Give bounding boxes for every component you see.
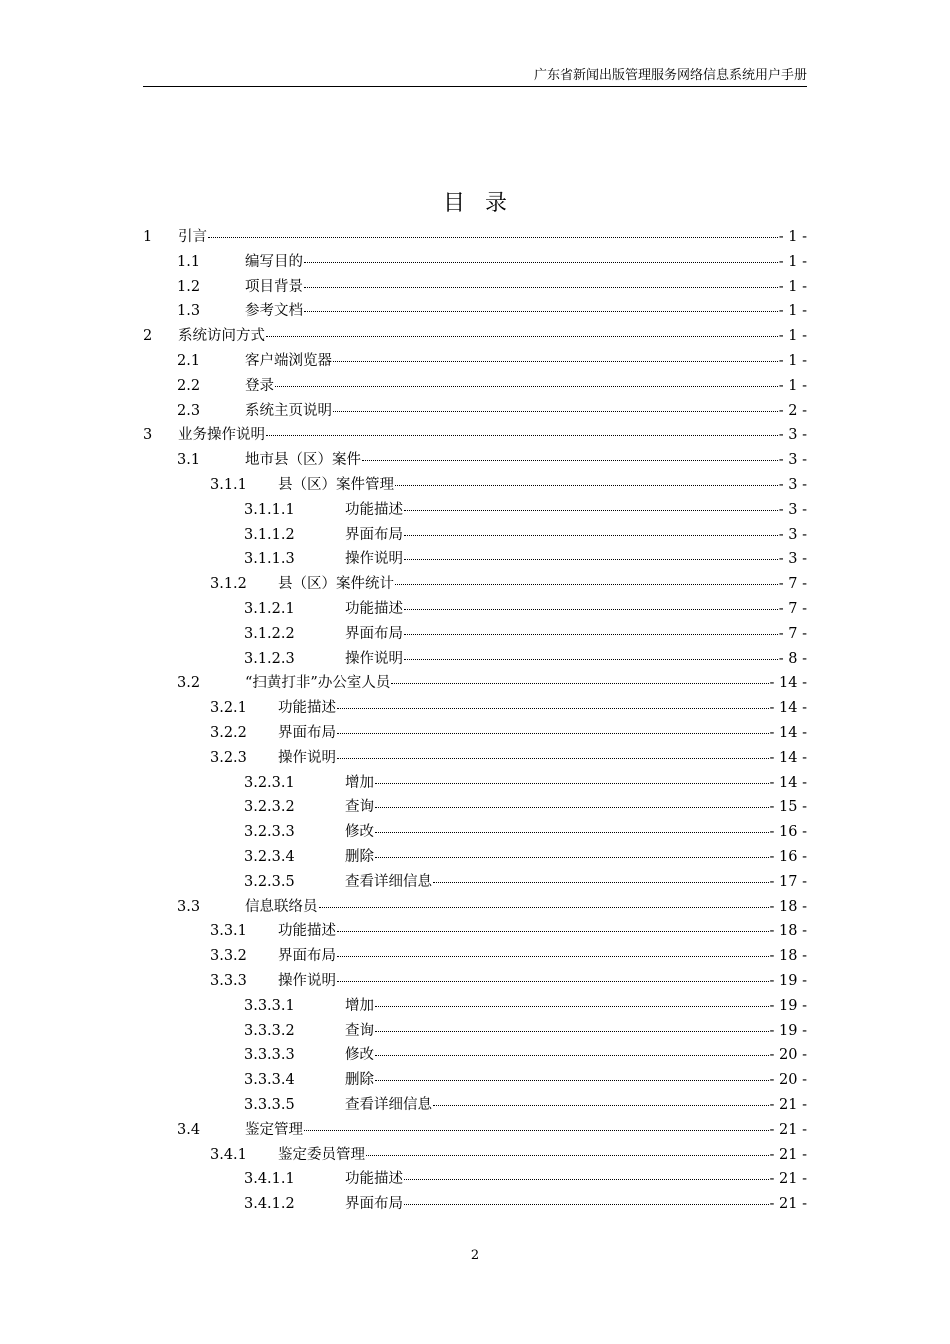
toc-entry-title: 增加 bbox=[345, 997, 374, 1014]
toc-entry-number: 3.2.3.2 bbox=[244, 799, 295, 816]
toc-entry-page: - 1 - bbox=[778, 328, 807, 345]
toc-dot-leader bbox=[333, 411, 778, 412]
toc-entry-title: 操作说明 bbox=[345, 551, 403, 568]
toc-entry[interactable] bbox=[244, 1093, 807, 1118]
toc-entry[interactable] bbox=[244, 1043, 807, 1068]
running-header: 广东省新闻出版管理服务网络信息系统用户手册 bbox=[143, 66, 807, 87]
toc-dot-leader bbox=[366, 1155, 769, 1156]
toc-entry-number: 3.3 bbox=[177, 898, 201, 915]
toc-entry-page: - 21 - bbox=[769, 1121, 807, 1138]
toc-dot-leader bbox=[375, 1055, 769, 1056]
toc-entry-number: 3.3.1 bbox=[210, 923, 247, 940]
toc-dot-leader bbox=[304, 311, 778, 312]
toc-entry[interactable] bbox=[210, 473, 807, 498]
toc-entry[interactable] bbox=[177, 399, 807, 424]
toc-entry-page: - 19 - bbox=[769, 973, 807, 989]
toc-dot-leader bbox=[375, 783, 769, 784]
toc-entry-page: - 1 - bbox=[778, 278, 807, 295]
toc-entry[interactable] bbox=[244, 795, 807, 820]
toc-entry-number: 1.2 bbox=[177, 278, 201, 295]
toc-dot-leader bbox=[395, 584, 778, 585]
toc-entry-number: 3.1.1.1 bbox=[244, 501, 295, 518]
toc-entry-number: 2.2 bbox=[177, 377, 201, 394]
toc-entry-page: - 14 - bbox=[769, 749, 807, 766]
toc-dot-leader bbox=[362, 460, 778, 461]
toc-entry[interactable] bbox=[210, 746, 807, 771]
toc-entry-title: 功能描述 bbox=[345, 601, 403, 617]
toc-entry-number: 3.1.2.2 bbox=[244, 625, 295, 642]
toc-entry-number: 3.2.3.4 bbox=[244, 849, 295, 865]
toc-entry-page: - 7 - bbox=[778, 625, 807, 642]
toc-entry[interactable] bbox=[244, 647, 807, 672]
toc-dot-leader bbox=[404, 609, 778, 610]
page-number: 2 bbox=[470, 1248, 480, 1263]
toc-entry-title: 客户端浏览器 bbox=[245, 353, 332, 369]
toc-title: 目录 bbox=[442, 191, 527, 216]
toc-entry-page: - 19 - bbox=[769, 1022, 807, 1039]
toc-entry[interactable] bbox=[244, 622, 807, 647]
toc-entry-page: - 18 - bbox=[769, 948, 807, 965]
toc-dot-leader bbox=[375, 832, 769, 833]
toc-entry-number: 3.2.3.5 bbox=[244, 873, 295, 890]
toc-dot-leader bbox=[404, 659, 778, 660]
toc-dot-leader bbox=[375, 807, 769, 808]
toc-entry-number: 3.3.3.3 bbox=[244, 1047, 295, 1064]
toc-entry-number: 3.4 bbox=[177, 1121, 201, 1138]
toc-entry-title: 修改 bbox=[345, 824, 374, 841]
toc-dot-leader bbox=[266, 336, 778, 337]
toc-entry[interactable] bbox=[244, 1019, 807, 1044]
toc-entry[interactable] bbox=[177, 671, 807, 696]
toc-entry-title: 系统主页说明 bbox=[245, 402, 332, 419]
toc-entry-page: - 3 - bbox=[778, 526, 807, 543]
toc-entry-page: - 20 - bbox=[769, 1072, 807, 1089]
toc-entry-title: 操作说明 bbox=[278, 973, 336, 989]
toc-entry-title: 项目背景 bbox=[245, 278, 303, 295]
toc-dot-leader bbox=[304, 262, 778, 263]
toc-entry-title: 界面布局 bbox=[278, 948, 336, 965]
toc-entry-number: 3.1.2.1 bbox=[244, 601, 295, 617]
toc-entry-number: 3.1.1.2 bbox=[244, 526, 295, 543]
toc-entry[interactable] bbox=[143, 423, 807, 448]
toc-dot-leader bbox=[275, 386, 778, 387]
toc-entry-page: - 3 - bbox=[778, 452, 807, 469]
toc-entry-title: “扫黄打非”办公室人员 bbox=[245, 675, 391, 692]
toc-entry-title: 信息联络员 bbox=[245, 898, 318, 915]
toc-dot-leader bbox=[304, 287, 778, 288]
toc-entry-number: 1.1 bbox=[177, 253, 201, 270]
toc-dot-leader bbox=[319, 907, 769, 908]
toc-entry-number: 3.2.3.1 bbox=[244, 774, 295, 791]
toc-entry-page: - 3 - bbox=[778, 477, 807, 493]
toc-entry-title: 县（区）案件管理 bbox=[278, 477, 394, 493]
toc-entry-number: 1 bbox=[143, 229, 153, 245]
toc-dot-leader bbox=[404, 510, 778, 511]
toc-entry[interactable] bbox=[177, 250, 807, 275]
toc-dot-leader bbox=[337, 733, 769, 734]
toc-entry-page: - 15 - bbox=[769, 799, 807, 816]
toc-entry[interactable] bbox=[210, 919, 807, 944]
toc-entry-title: 界面布局 bbox=[345, 625, 403, 642]
toc-dot-leader bbox=[391, 683, 768, 684]
toc-dot-leader bbox=[433, 882, 769, 883]
toc-entry[interactable] bbox=[210, 969, 807, 994]
toc-entry-title: 界面布局 bbox=[345, 1196, 403, 1213]
toc-entry-page: - 7 - bbox=[778, 601, 807, 617]
toc-entry[interactable] bbox=[210, 696, 807, 721]
toc-entry-number: 3.3.3.5 bbox=[244, 1097, 295, 1113]
toc-entry-number: 3.3.2 bbox=[210, 948, 247, 965]
toc-entry-page: - 1 - bbox=[778, 253, 807, 270]
toc-entry-page: - 16 - bbox=[769, 849, 807, 865]
toc-entry[interactable] bbox=[143, 324, 807, 349]
toc-dot-leader bbox=[337, 956, 769, 957]
toc-entry[interactable] bbox=[244, 1068, 807, 1093]
toc-entry-title: 登录 bbox=[245, 377, 274, 394]
toc-entry[interactable] bbox=[177, 448, 807, 473]
toc-entry-title: 鉴定委员管理 bbox=[278, 1146, 365, 1163]
toc-entry-page: - 21 - bbox=[769, 1196, 807, 1213]
toc-dot-leader bbox=[337, 708, 769, 709]
toc-entry-number: 3.1.1 bbox=[210, 477, 247, 493]
toc-dot-leader bbox=[375, 857, 769, 858]
toc-entry-title: 操作说明 bbox=[278, 749, 336, 766]
toc-entry-title: 操作说明 bbox=[345, 650, 403, 667]
toc-entry-number: 3.4.1.2 bbox=[244, 1196, 295, 1213]
toc-dot-leader bbox=[395, 485, 778, 486]
toc-entry-number: 3.1.2 bbox=[210, 576, 247, 593]
toc-entry-number: 3.2.3.3 bbox=[244, 824, 295, 841]
toc-entry[interactable] bbox=[210, 721, 807, 746]
toc-entry-page: - 7 - bbox=[778, 576, 807, 593]
toc-entry-page: - 20 - bbox=[769, 1047, 807, 1064]
toc-entry-page: - 14 - bbox=[769, 700, 807, 717]
toc-entry[interactable] bbox=[244, 597, 807, 622]
toc-entry-page: - 21 - bbox=[769, 1171, 807, 1188]
toc-dot-leader bbox=[404, 535, 778, 536]
toc-entry-page: - 1 - bbox=[778, 377, 807, 394]
toc-entry-title: 功能描述 bbox=[345, 501, 403, 518]
toc-entry-page: - 21 - bbox=[769, 1146, 807, 1163]
toc-dot-leader bbox=[375, 1006, 769, 1007]
toc-entry-number: 3 bbox=[143, 427, 153, 444]
toc-dot-leader bbox=[404, 634, 778, 635]
toc-entry-title: 引言 bbox=[178, 229, 207, 245]
toc-dot-leader bbox=[375, 1080, 769, 1081]
toc-entry-number: 2.1 bbox=[177, 353, 201, 369]
toc-entry[interactable] bbox=[177, 349, 807, 374]
toc-entry-page: - 14 - bbox=[769, 725, 807, 741]
toc-entry-title: 删除 bbox=[345, 849, 374, 865]
toc-entry-number: 3.2.1 bbox=[210, 700, 247, 717]
toc-entry-title: 查询 bbox=[345, 799, 374, 816]
toc-entry[interactable] bbox=[143, 225, 807, 250]
toc-entry[interactable] bbox=[244, 498, 807, 523]
toc-entry-page: - 14 - bbox=[769, 675, 807, 692]
toc-entry-title: 查询 bbox=[345, 1022, 374, 1039]
toc-entry-number: 1.3 bbox=[177, 303, 201, 320]
toc-entry[interactable] bbox=[210, 944, 807, 969]
toc-entry[interactable] bbox=[177, 299, 807, 324]
toc-entry-page: - 3 - bbox=[778, 551, 807, 568]
toc-entry-page: - 17 - bbox=[769, 873, 807, 890]
toc-entry[interactable] bbox=[210, 572, 807, 597]
toc-entry[interactable] bbox=[177, 374, 807, 399]
toc-entry[interactable] bbox=[177, 275, 807, 300]
toc-entry[interactable] bbox=[177, 895, 807, 920]
toc-entry[interactable] bbox=[244, 523, 807, 548]
toc-entry-title: 增加 bbox=[345, 774, 374, 791]
toc-entry-page: - 8 - bbox=[778, 650, 807, 667]
toc-entry-page: - 19 - bbox=[769, 997, 807, 1014]
toc-dot-leader bbox=[337, 931, 769, 932]
toc-entry-page: - 21 - bbox=[769, 1097, 807, 1113]
toc-entry-title: 系统访问方式 bbox=[178, 328, 265, 345]
toc-dot-leader bbox=[404, 1204, 769, 1205]
toc-entry-number: 3.1.1.3 bbox=[244, 551, 295, 568]
toc-entry-number: 3.3.3 bbox=[210, 973, 247, 989]
toc-entry-number: 3.3.3.4 bbox=[244, 1072, 295, 1089]
toc-entry[interactable] bbox=[244, 845, 807, 870]
toc-entry-number: 3.2.2 bbox=[210, 725, 247, 741]
toc-entry-page: - 18 - bbox=[769, 898, 807, 915]
toc-dot-leader bbox=[404, 559, 778, 560]
toc-entry-title: 业务操作说明 bbox=[178, 427, 265, 444]
toc-entry-number: 3.1 bbox=[177, 452, 201, 469]
toc-entry-number: 3.2.3 bbox=[210, 749, 247, 766]
toc-entry-page: - 14 - bbox=[769, 774, 807, 791]
toc-entry-page: - 1 - bbox=[778, 229, 807, 245]
toc-entry-page: - 2 - bbox=[778, 402, 807, 419]
toc-entry-title: 功能描述 bbox=[345, 1171, 403, 1188]
toc-entry-number: 2 bbox=[143, 328, 153, 345]
toc-dot-leader bbox=[337, 981, 769, 982]
toc-entry-number: 3.3.3.2 bbox=[244, 1022, 295, 1039]
toc-entry-page: - 3 - bbox=[778, 501, 807, 518]
toc-dot-leader bbox=[266, 435, 778, 436]
toc-entry[interactable] bbox=[244, 547, 807, 572]
toc-entry-title: 地市县（区）案件 bbox=[245, 452, 361, 469]
toc-entry-title: 删除 bbox=[345, 1072, 374, 1089]
toc-entry[interactable] bbox=[177, 1118, 807, 1143]
toc-dot-leader bbox=[304, 1130, 769, 1131]
toc-entry[interactable] bbox=[244, 994, 807, 1019]
toc-entry-number: 3.4.1.1 bbox=[244, 1171, 295, 1188]
toc-entry-page: - 3 - bbox=[778, 427, 807, 444]
toc-entry-title: 查看详细信息 bbox=[345, 873, 432, 890]
toc-entry-title: 查看详细信息 bbox=[345, 1097, 432, 1113]
toc-entry-page: - 1 - bbox=[778, 303, 807, 320]
toc-entry-number: 2.3 bbox=[177, 402, 201, 419]
toc-entry-page: - 18 - bbox=[769, 923, 807, 940]
toc-entry-title: 功能描述 bbox=[278, 700, 336, 717]
toc-entry-number: 3.2 bbox=[177, 675, 201, 692]
toc-entry[interactable] bbox=[244, 1167, 807, 1192]
toc-dot-leader bbox=[433, 1105, 769, 1106]
toc-entry-number: 3.4.1 bbox=[210, 1146, 247, 1163]
toc-entry[interactable] bbox=[244, 820, 807, 845]
toc-entry-title: 界面布局 bbox=[345, 526, 403, 543]
toc-entry-page: - 16 - bbox=[769, 824, 807, 841]
toc-entry-title: 界面布局 bbox=[278, 725, 336, 741]
toc-entry[interactable] bbox=[244, 1192, 807, 1217]
toc-entry[interactable] bbox=[244, 771, 807, 796]
toc-entry-page: - 1 - bbox=[778, 353, 807, 369]
toc-entry-title: 鉴定管理 bbox=[245, 1121, 303, 1138]
toc-entry[interactable] bbox=[244, 870, 807, 895]
toc-entry[interactable] bbox=[210, 1143, 807, 1168]
toc-entry-title: 编写目的 bbox=[245, 253, 303, 270]
toc-dot-leader bbox=[333, 361, 778, 362]
toc-dot-leader bbox=[337, 758, 769, 759]
toc-dot-leader bbox=[375, 1031, 769, 1032]
toc-entry-number: 3.1.2.3 bbox=[244, 650, 295, 667]
toc-dot-leader bbox=[404, 1179, 769, 1180]
toc-entry-title: 修改 bbox=[345, 1047, 374, 1064]
toc-entry-title: 参考文档 bbox=[245, 303, 303, 320]
toc-entry-number: 3.3.3.1 bbox=[244, 997, 295, 1014]
toc-dot-leader bbox=[208, 237, 778, 238]
toc-entry-title: 县（区）案件统计 bbox=[278, 576, 394, 593]
toc-entry-title: 功能描述 bbox=[278, 923, 336, 940]
